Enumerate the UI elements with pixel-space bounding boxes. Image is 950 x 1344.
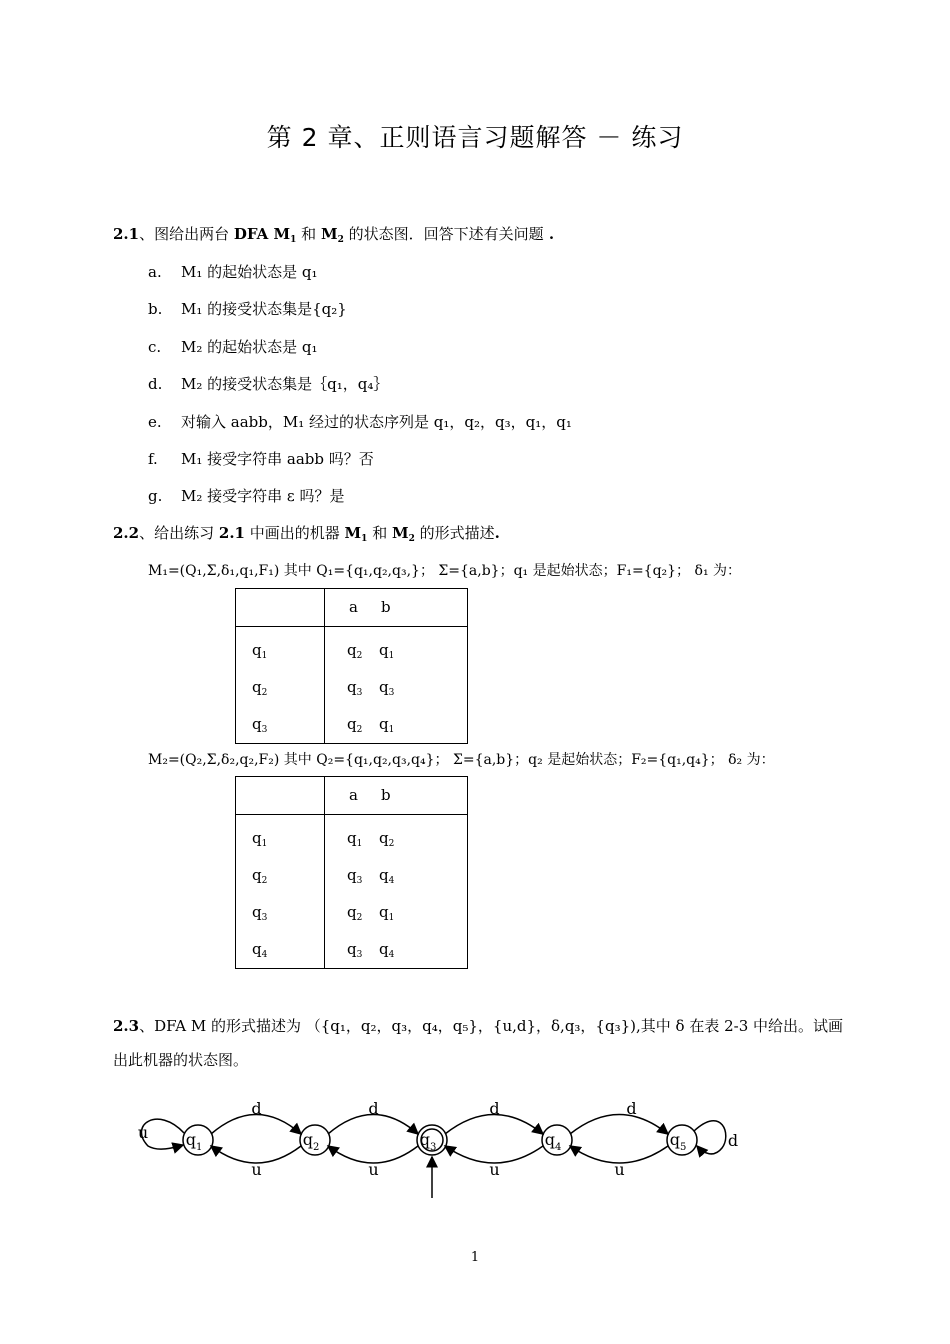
item-label: g. [148,487,163,505]
table-row-state: $q_1$ [252,641,268,661]
dfa-state-diagram [130,1090,750,1205]
table-row-state: $q_3$ [252,715,268,735]
item-label: d. [148,375,163,393]
table-row-state: $q_3$ [252,903,268,923]
m1-transition-table [235,588,468,744]
state-label: $q_2$ [302,1130,320,1153]
question-item [148,374,388,394]
exercise-2-3-line1: 2.3、DFA M 的形式描述为 （{q₁，q₂，q₃，q₄，q₅}，{u,d}，δ,q₃，{q₃}),其中 δ 在表 2-3 中给出。试画 [113,1017,844,1035]
table-row-transitions: $q_3$ $q_3$ [347,678,395,698]
item-text: M₁ 的起始状态是 q₁ [181,263,318,281]
self-loop-label-d: d [727,1131,739,1150]
item-text: M₂ 的起始状态是 q₁ [181,338,318,356]
table-row-state: $q_4$ [252,940,268,960]
question-item [148,449,374,469]
table-row-transitions: $q_2$ $q_1$ [347,715,395,735]
table-row-transitions: $q_3$ $q_4$ [347,940,395,960]
state-column [236,815,325,969]
transition-label-u: u [614,1160,625,1179]
m1-description: M₁=(Q₁,Σ,δ₁,q₁,F₁) 其中 Q₁={q₁,q₂,q₃,}； Σ={a,b}；q₁ 是起始状态；F₁={q₂}； δ₁ 为： [148,563,742,579]
self-loop-label-u: u [137,1123,149,1142]
table-corner [236,589,325,627]
self-loop-q5 [694,1121,726,1154]
table-row-transitions: $q_3$ $q_4$ [347,866,395,886]
state-label: $q_5$ [669,1130,687,1153]
question-item [148,486,344,506]
symbol-header: a [349,598,358,616]
question-item [148,412,572,432]
table-header [325,777,468,815]
item-label: e. [148,413,162,431]
item-label: a. [148,263,162,281]
transition-label-d: d [368,1099,379,1118]
table-row-transitions: $q_2$ $q_1$ [347,641,395,661]
state-label: $q_4$ [544,1130,562,1153]
item-text: M₁ 的接受状态集是{q₂} [181,300,347,318]
item-text: M₁ 接受字符串 aabb 吗？否 [181,450,374,468]
transition-column [325,627,468,744]
m2-description: M₂=(Q₂,Σ,δ₂,q₂,F₂) 其中 Q₂={q₁,q₂,q₃,q₄}； Σ={a,b}；q₂ 是起始状态；F₂={q₁,q₄}； δ₂ 为： [148,752,775,768]
item-label: b. [148,300,163,318]
symbol-header: a [349,786,358,804]
transition-column [325,815,468,969]
item-label: f. [148,450,158,468]
item-text: M₂ 接受字符串 ε 吗？是 [181,487,345,505]
table-row-transitions: $q_2$ $q_1$ [347,903,395,923]
transition-label-u: u [489,1160,500,1179]
exercise-2-1-heading: 2.1、图给出两台 DFA $M_1$ 和 $M_2$ 的状态图．回答下述有关问题 . [113,225,555,245]
table-corner [236,777,325,815]
transition-label-d: d [489,1099,500,1118]
symbol-header: b [381,786,391,804]
transition-label-u: u [368,1160,379,1179]
symbol-header: b [381,598,391,616]
table-row-state: $q_1$ [252,829,268,849]
transition-label-d: d [626,1099,637,1118]
page-title: 第 2 章、正则语言习题解答 － 练习 [266,123,684,152]
item-text: M₂ 的接受状态集是｛q₁，q₄｝ [181,375,389,393]
table-row-state: $q_2$ [252,866,268,886]
question-item [148,337,318,357]
item-text: 对输入 aabb，M₁ 经过的状态序列是 q₁，q₂，q₃，q₁，q₁ [181,413,572,431]
table-row-state: $q_2$ [252,678,268,698]
m2-transition-table [235,776,468,969]
item-label: c. [148,338,162,356]
transition-arrow-d [570,1115,668,1135]
exercise-2-2-heading: 2.2、给出练习 2.1 中画出的机器 $M_1$ 和 $M_2$ 的形式描述. [113,524,500,544]
state-label: $q_3$ [419,1130,437,1153]
question-item [148,299,347,319]
exercise-number: 2.1 [113,225,140,243]
state-column [236,627,325,744]
transition-label-d: d [251,1099,262,1118]
page-number: 1 [470,1250,480,1265]
state-label: $q_1$ [185,1130,203,1153]
question-item [148,262,318,282]
table-row-transitions: $q_1$ $q_2$ [347,829,395,849]
exercise-2-3-line2: 出此机器的状态图。 [113,1051,249,1069]
table-header [325,589,468,627]
transition-label-u: u [251,1160,262,1179]
